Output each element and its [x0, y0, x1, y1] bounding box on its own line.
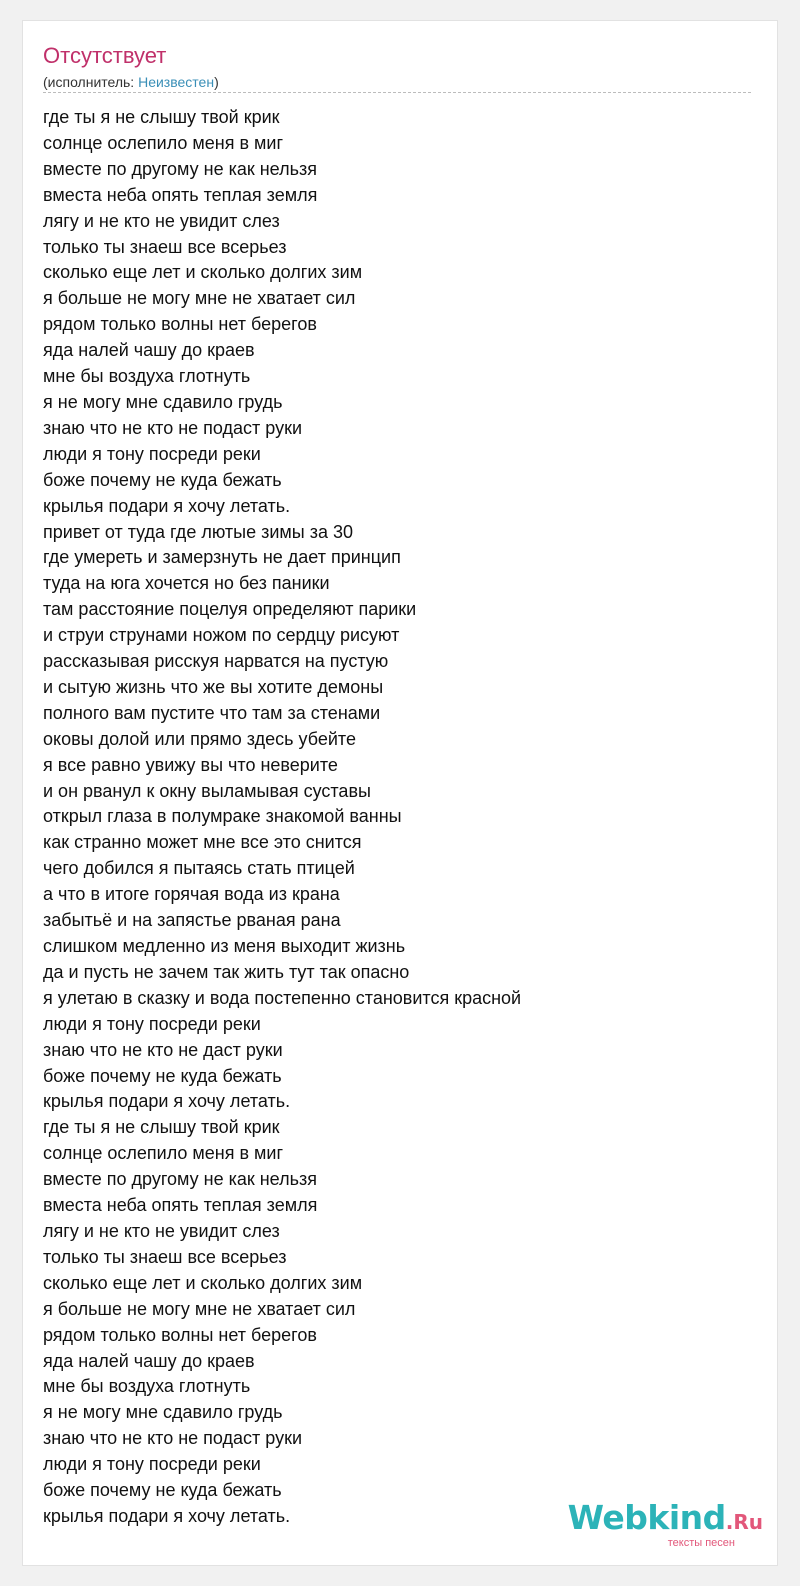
lyric-line: слишком медленно из меня выходит жизнь [43, 936, 406, 956]
lyric-line: где умереть и замерзнуть не дает принцип [43, 547, 401, 568]
lyric-line: как странно может мне все это снится [43, 832, 362, 853]
lyric-line: только ты знаеш все всерьез [43, 1246, 287, 1267]
lyric-line: там расстояние поцелуя определяют парики [43, 599, 417, 620]
lyric-line: крылья подари я хочу летать. [43, 1505, 291, 1526]
lyric-line: чего добился я пытаясь стать птицей [43, 858, 355, 879]
watermark-brand: Webkind [567, 1498, 726, 1537]
lyric-line: боже почему не куда бежать [43, 1480, 282, 1501]
lyric-line: вместе по другому не как нельзя [43, 1169, 317, 1190]
lyric-line: солнце ослепило меня в миг [43, 132, 284, 153]
lyric-line: я не могу мне сдавило грудь [43, 391, 283, 412]
lyric-line: вместа неба опять теплая земля [43, 184, 318, 205]
artist-link[interactable]: Неизвестен [138, 74, 215, 90]
lyric-line: и сытую жизнь что же вы хотите демоны [43, 676, 384, 697]
lyric-line: и струи струнами ножом по сердцу рисуют [43, 625, 400, 646]
lyric-line: лягу и не кто не увидит слез [43, 210, 280, 231]
lyric-line: где ты я не слышу твой крик [43, 1117, 280, 1138]
lyric-line: я больше не могу мне не хватает сил [43, 1298, 356, 1319]
watermark-tagline: тексты песен [667, 1537, 735, 1549]
lyric-line: мне бы воздуха глотнуть [43, 1376, 251, 1397]
lyrics-text [43, 105, 753, 1530]
lyric-line: только ты знаеш все всерьез [43, 236, 287, 257]
lyric-line: лягу и не кто не увидит слез [43, 1220, 280, 1241]
lyrics-card [22, 20, 778, 1566]
lyric-line: где ты я не слышу твой крик [43, 107, 280, 127]
lyric-line: вместа неба опять теплая земля [43, 1195, 318, 1216]
lyric-line: солнце ослепило меня в миг [43, 1143, 284, 1164]
lyric-line: привет от туда где лютые зимы за 30 [43, 521, 354, 542]
lyric-line: открыл глаза в полумраке знакомой ванны [43, 806, 402, 827]
lyric-line: мне бы воздуха глотнуть [43, 366, 251, 387]
lyric-line: рассказывая рисскуя нарватся на пустую [43, 651, 389, 672]
lyric-line: знаю что не кто не подаст руки [43, 1428, 303, 1449]
watermark-logo [567, 1498, 763, 1539]
artist-prefix: (исполнитель: [43, 74, 139, 90]
lyric-line: яда налей чашу до краев [43, 1350, 255, 1371]
lyric-line: я не могу мне сдавило грудь [43, 1402, 283, 1423]
lyric-line: и он рванул к окну выламывая суставы [43, 780, 371, 801]
title-divider [43, 92, 751, 93]
lyric-line: сколько еще лет и сколько долгих зим [43, 262, 363, 283]
lyric-line: крылья подари я хочу летать. [43, 495, 291, 516]
lyric-line: яда налей чашу до краев [43, 340, 255, 361]
lyric-line: люди я тону посреди реки [43, 1454, 261, 1475]
watermark-tld: .Ru [725, 1510, 763, 1534]
lyric-line: рядом только волны нет берегов [43, 1324, 317, 1345]
lyric-line: я больше не могу мне не хватает сил [43, 288, 356, 309]
lyric-line: знаю что не кто не даст руки [43, 1039, 283, 1060]
webkind-watermark [567, 1498, 763, 1549]
lyric-line: боже почему не куда бежать [43, 1065, 282, 1086]
lyric-line: оковы долой или прямо здесь убейте [43, 728, 356, 749]
lyric-line: я улетаю в сказку и вода постепенно становится красной [43, 987, 522, 1008]
lyric-line: рядом только волны нет берегов [43, 314, 317, 335]
artist-line [43, 73, 219, 91]
lyric-line: полного вам пустите что там за стенами [43, 702, 381, 723]
lyric-line: забытьё и на запястье рваная рана [43, 910, 341, 931]
lyric-line: знаю что не кто не подаст руки [43, 417, 303, 438]
lyric-line: я все равно увижу вы что неверите [43, 754, 338, 775]
lyric-line: сколько еще лет и сколько долгих зим [43, 1272, 363, 1293]
lyric-line: вместе по другому не как нельзя [43, 158, 317, 179]
artist-suffix: ) [214, 74, 219, 90]
lyric-line: люди я тону посреди реки [43, 1013, 261, 1034]
lyric-line: крылья подари я хочу летать. [43, 1091, 291, 1112]
lyric-line: люди я тону посреди реки [43, 443, 261, 464]
lyric-line: да и пусть не зачем так жить тут так опасно [43, 961, 410, 982]
lyric-line: а что в итоге горячая вода из крана [43, 884, 340, 905]
song-title: Отсутствует [43, 43, 167, 68]
lyric-line: туда на юга хочется но без паники [43, 573, 330, 594]
lyric-line: боже почему не куда бежать [43, 469, 282, 490]
